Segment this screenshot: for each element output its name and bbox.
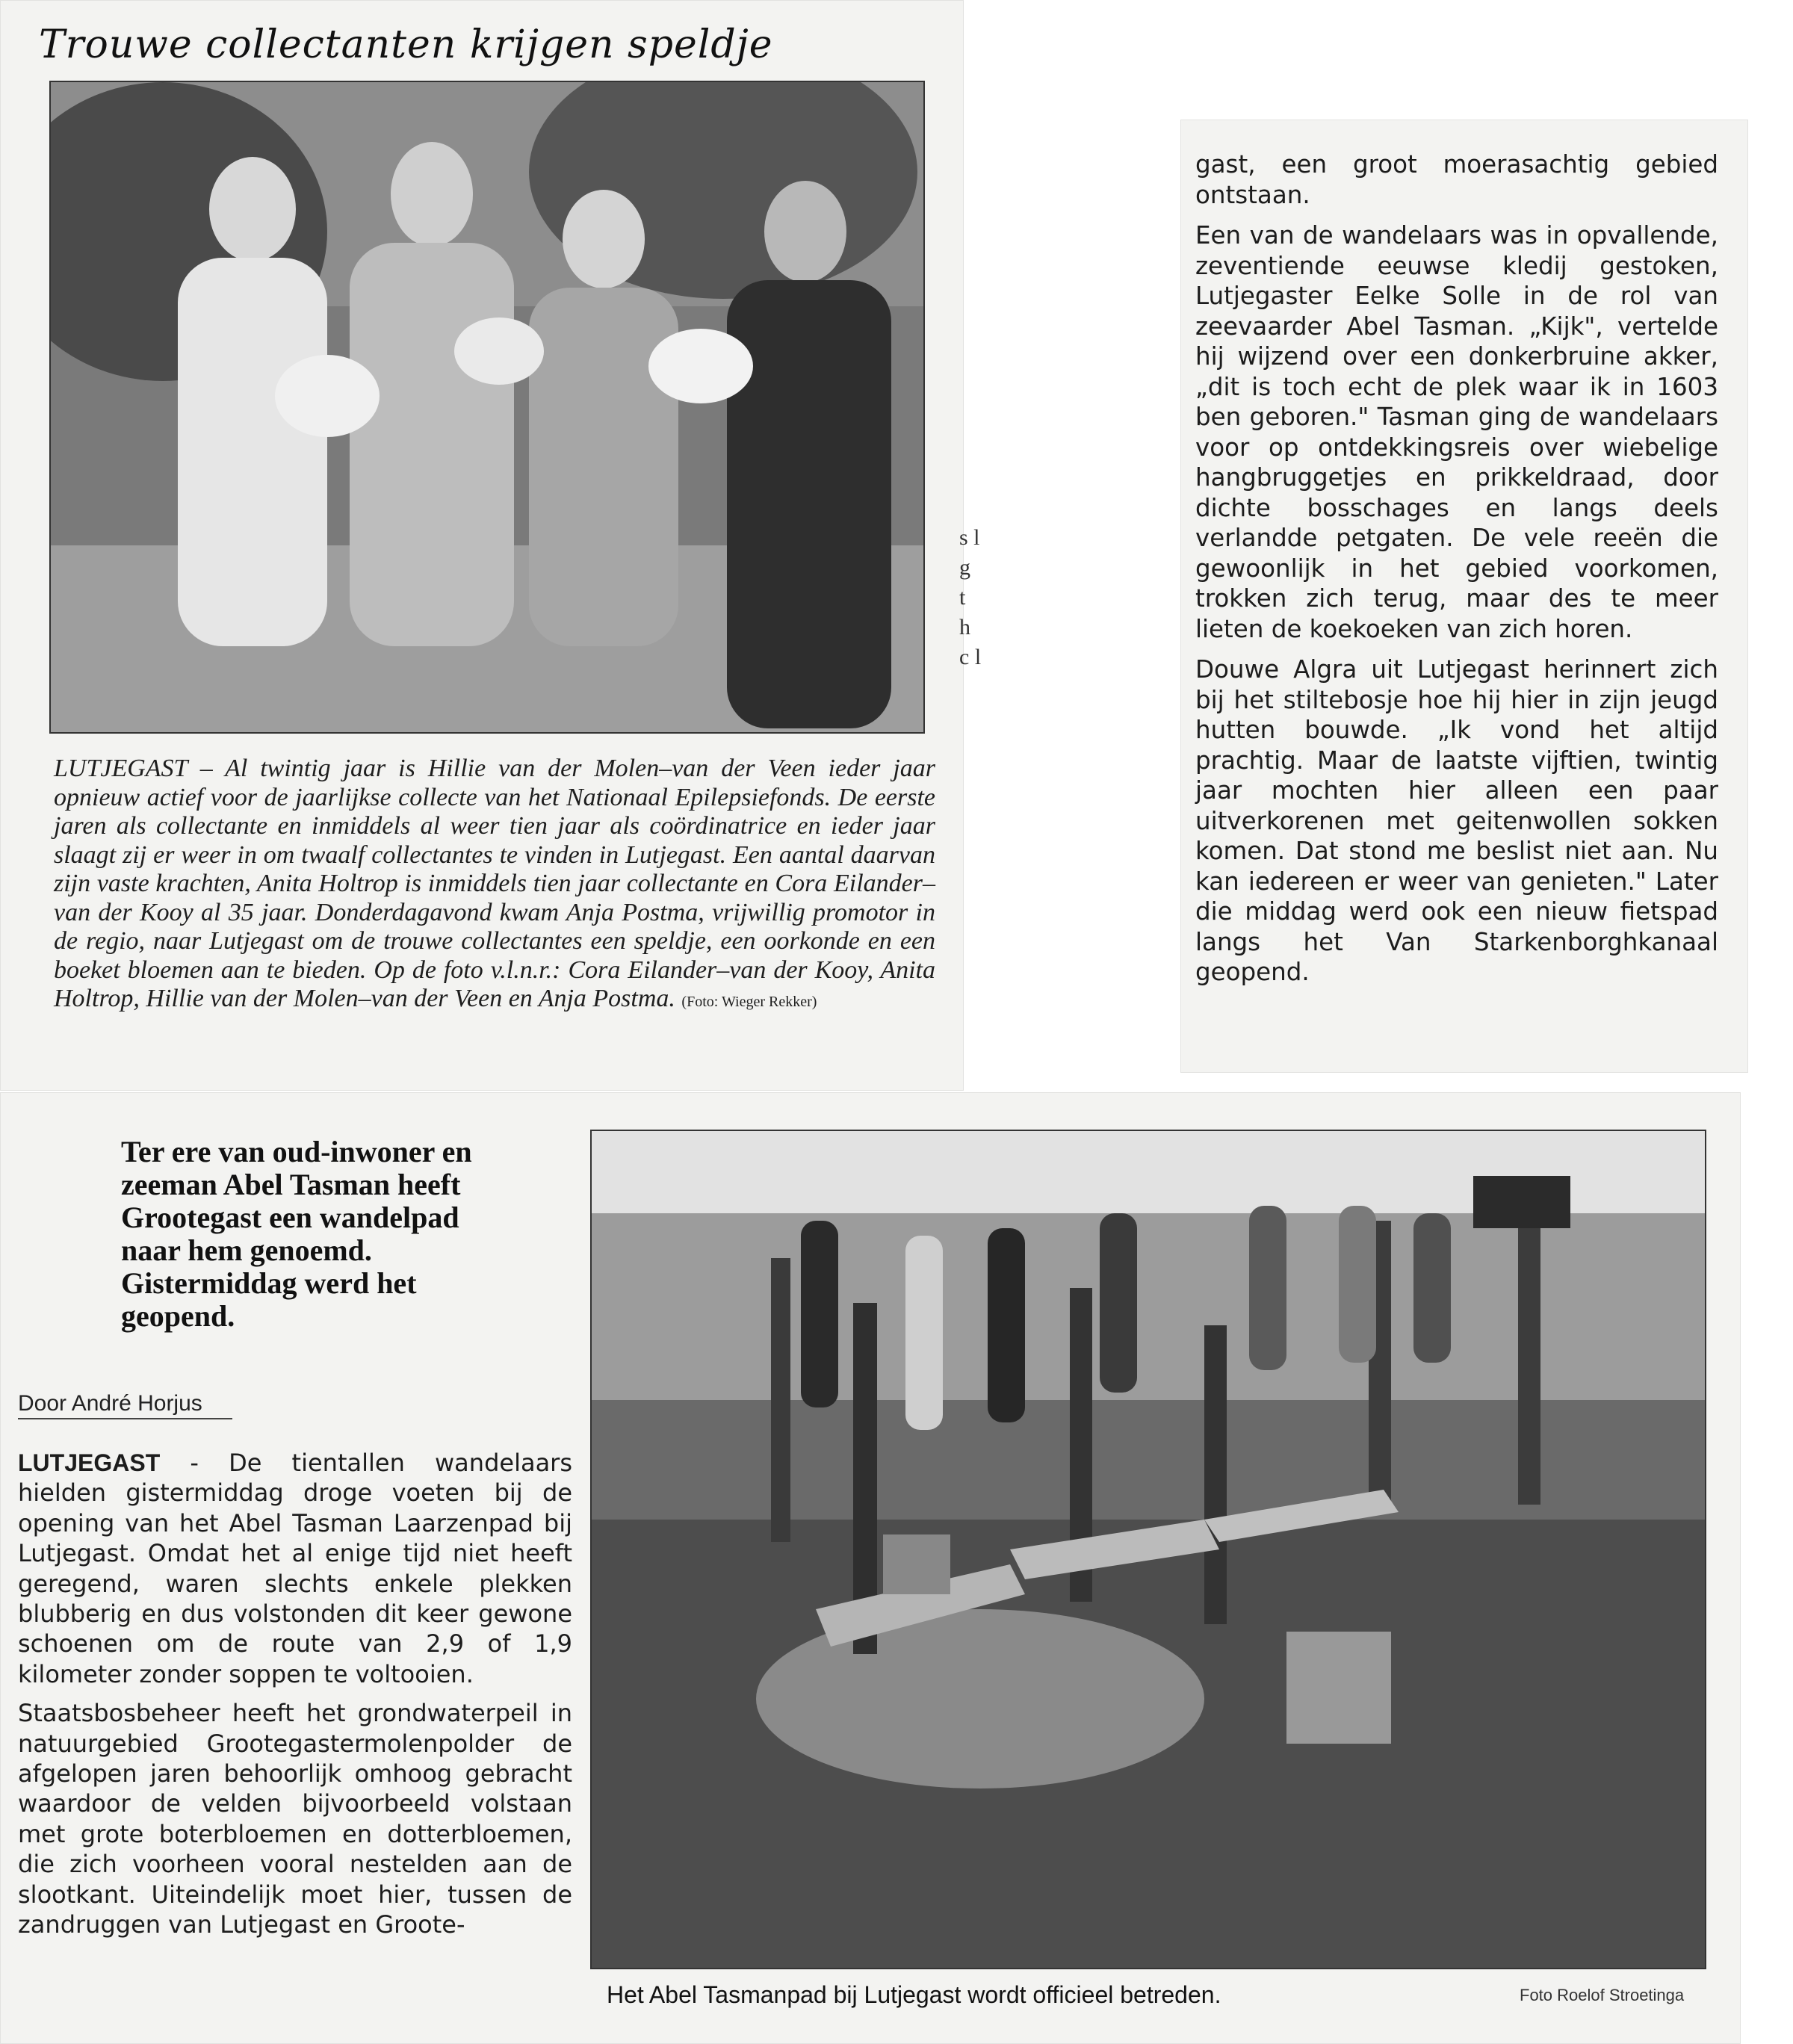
- top-photo-credit: (Foto: Wieger Rekker): [681, 994, 817, 1010]
- tasmanpad-photo-illustration: [592, 1131, 1705, 1968]
- lead-text: - De tientallen wandelaars hielden gistermiddag droge voeten bij de opening van het Abel Tasman Laarzenpad bij Lutjegast. Omdat het al enige tijd niet heeft geregend, waren slechts enkele plekken blubberig en dus volstonden dit keer gewone schoenen om de route van 2,9 of 1,9 kilometer zonder soppen te voltooien.: [18, 1449, 572, 1688]
- top-article-caption: [54, 755, 935, 1017]
- bottom-photo-credit: Foto Roelof Stroetinga: [1520, 1986, 1685, 2004]
- right-paragraph-2: Een van de wandelaars was in opvallende, zeventiende eeuwse kledij gestoken, Lutjegaster Eelke Solle in de rol van zeevaarder Abel Tasman. „Kijk", vertelde hij wijzend over een donkerbruine akker, „dit is toch echt de plek waar ik in 1603 ben geboren." Tasman ging de wandelaars voor op ontdekkingsreis over wiebelige hangbruggetjes en prikkeldraad, door dichte bosschages en langs deels verlandde petgaten. De vele reeën die gewoonlijk in het gebied voorkomen, trokken zich terug, maar des te meer lieten de koekoeken van zich horen.: [1195, 221, 1718, 643]
- bottom-photo-caption: Het Abel Tasmanpad bij Lutjegast wordt officieel betreden.: [607, 1981, 1221, 2008]
- right-paragraph-1: gast, een groot moerasachtig gebied ontstaan.: [1195, 150, 1718, 209]
- bottom-intro-headline: Ter ere van oud-inwoner en zeeman Abel Tasman heeft Grootegast een wandelpad naar hem genoemd. Gistermiddag werd het geopend.: [121, 1135, 472, 1333]
- top-article-caption-text: LUTJEGAST – Al twintig jaar is Hillie van der Molen–van der Veen ieder jaar opnieuw actief voor de jaarlijkse collecte van het Nationaal Epilepsiefonds. De eerste jaren als collectante en inmiddels al weer tien jaar als coördinatrice en ieder jaar slaagt zij er weer in om twaalf collectantes te vinden in Lutjegast. Een aantal daarvan zijn vaste krachten, Anita Holtrop is inmiddels tien jaar collectante en Cora Eilander–van der Kooy al 35 jaar. Donderdagavond kwam Anja Postma, vrijwillig promotor in de regio, naar Lutjegast om de trouwe collectantes een speldje, een oorkonde en een boeket bloemen aan te bieden. Op de foto v.l.n.r.: Cora Eilander–van der Kooy, Anita Holtrop, Hillie van der Molen–van der Veen en Anja Postma.: [54, 755, 935, 1012]
- tasmanpad-photo: [590, 1130, 1706, 1969]
- byline: Door André Horjus: [18, 1391, 232, 1419]
- top-article-headline: Trouwe collectanten krijgen speldje: [39, 22, 773, 67]
- right-paragraph-3: Douwe Algra uit Lutjegast herinnert zich bij het stiltebosje hoe hij hier in zijn jeugd hutten bouwde. „Ik vond het altijd prachtig. Maar de laatste vijftien, twintig jaar mochten hier alleen een paar uitverkorenen met geitenwollen sokken komen. Dat stond me beslist niet aan. Nu kan iedereen er weer van genieten." Later die middag werd ook een nieuw fietspad langs het Van Starkenborghkanaal geopend.: [1195, 655, 1718, 986]
- partial-column-fragment: s l g t h c l: [959, 525, 982, 669]
- bottom-paragraph-1: [18, 1448, 572, 1689]
- right-column-text: [1195, 149, 1718, 998]
- bottom-left-column: [18, 1448, 572, 1949]
- collectanten-photo: [49, 81, 925, 734]
- bottom-paragraph-2: Staatsbosbeheer heeft het grondwaterpeil in natuurgebied Grootegastermolenpolder de afgelopen jaren behoorlijk omhoog gebracht waardoor de velden bijvoorbeeld volstaan met grote boterbloemen en dotterbloemen, die zich voorheen vooral nestelden aan de slootkant. Uiteindelijk moet hier, tussen de zandruggen van Lutjegast en Groote-: [18, 1699, 572, 1939]
- dateline: LUTJEGAST: [18, 1449, 161, 1476]
- collectanten-photo-illustration: [51, 82, 923, 732]
